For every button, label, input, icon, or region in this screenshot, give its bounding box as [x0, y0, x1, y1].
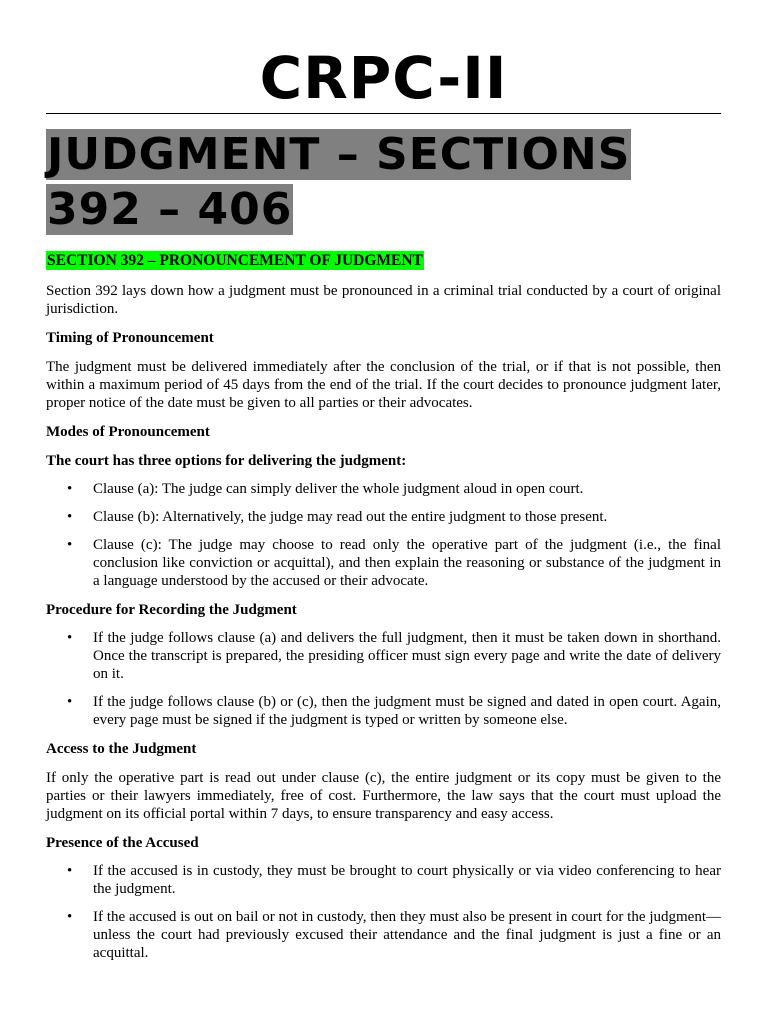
section-heading-text: SECTION 392 – PRONOUNCEMENT OF JUDGMENT	[47, 252, 423, 269]
list-item-text: Clause (c): The judge may choose to read only the operative part of the judgment (i.e., the final conclusion like conviction or acquittal), and then explain the reasoning or substance of the judgment in a language understood by the accused or their advocate.	[93, 537, 721, 589]
main-heading	[46, 127, 721, 237]
access-paragraph: If only the operative part is read out under clause (c), the entire judgment or its copy must be given to the parties or their lawyers immediately, free of cost. Furthermore, the law says that the court must upload the judgment on its official portal within 7 days, to ensure transparency and easy access.	[46, 770, 721, 822]
bullet-icon: •	[67, 509, 73, 525]
recording-heading: Procedure for Recording the Judgment	[46, 602, 297, 618]
list-item-text: If the accused is out on bail or not in custody, then they must also be present in court for the judgment—unless the court had previously excused their attendance and the final judgment is just a fine or an acquittal.	[93, 909, 721, 961]
list-item	[46, 693, 721, 729]
list-item	[46, 508, 721, 526]
access-heading: Access to the Judgment	[46, 741, 197, 757]
list-item	[46, 862, 721, 898]
recording-list	[46, 629, 721, 729]
bullet-icon: •	[67, 694, 73, 710]
presence-heading: Presence of the Accused	[46, 835, 199, 851]
document-title: CRPC-II	[259, 44, 508, 112]
bullet-icon: •	[67, 537, 73, 553]
section-heading	[46, 251, 721, 271]
list-item	[46, 536, 721, 590]
list-item-text: If the accused is in custody, they must be brought to court physically or via video conferencing to hear the judgment.	[93, 863, 721, 897]
timing-paragraph: The judgment must be delivered immediately after the conclusion of the trial, or if that is not possible, then within a maximum period of 45 days from the end of the trial. If the court decides to pronounce judgment later, proper notice of the date must be given to all parties or their advocates.	[46, 359, 721, 411]
bullet-icon: •	[67, 481, 73, 497]
list-item	[46, 480, 721, 498]
timing-heading: Timing of Pronouncement	[46, 330, 214, 346]
modes-subheading: The court has three options for delivering the judgment:	[46, 453, 407, 469]
list-item-text: If the judge follows clause (b) or (c), then the judgment must be signed and dated in open court. Again, every page must be signed if the judgment is typed or written by someone else.	[93, 694, 721, 728]
main-heading-text: JUDGMENT – SECTIONS 392 – 406	[47, 129, 631, 235]
bullet-icon: •	[67, 863, 73, 879]
bullet-icon: •	[67, 909, 73, 925]
modes-list	[46, 480, 721, 590]
list-item	[46, 629, 721, 683]
intro-paragraph: Section 392 lays down how a judgment must be pronounced in a criminal trial conducted by a court of original jurisdiction.	[46, 283, 721, 317]
list-item-text: If the judge follows clause (a) and delivers the full judgment, then it must be taken down in shorthand. Once the transcript is prepared, the presiding officer must sign every page and write the date of delivery on it.	[93, 630, 721, 682]
list-item	[46, 908, 721, 962]
bullet-icon: •	[67, 630, 73, 646]
modes-heading: Modes of Pronouncement	[46, 424, 210, 440]
presence-list	[46, 862, 721, 962]
list-item-text: Clause (b): Alternatively, the judge may read out the entire judgment to those present.	[93, 509, 608, 525]
title-divider	[46, 113, 721, 114]
document-page	[46, 0, 721, 962]
list-item-text: Clause (a): The judge can simply deliver the whole judgment aloud in open court.	[93, 481, 584, 497]
